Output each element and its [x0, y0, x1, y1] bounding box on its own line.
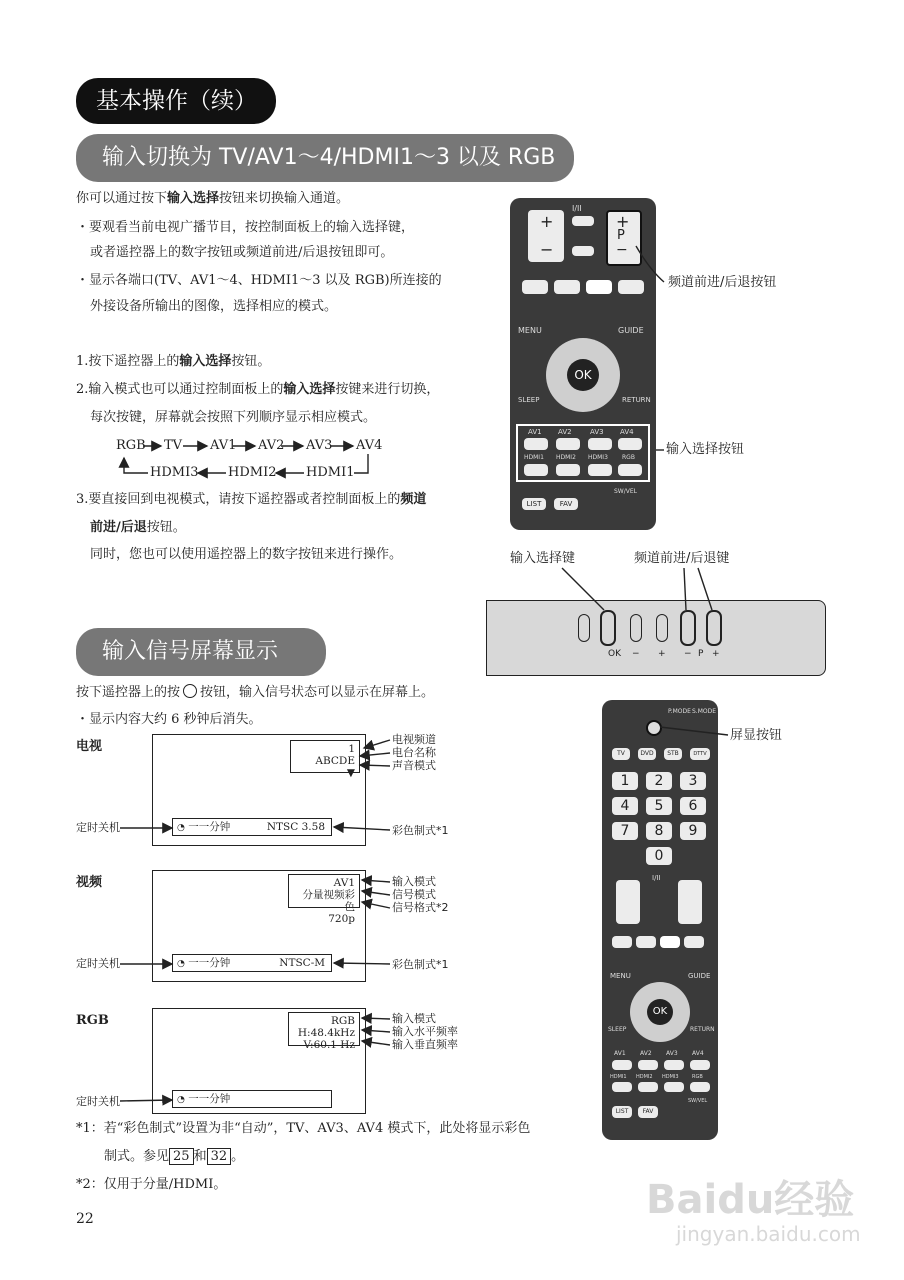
av1-label: AV1 — [528, 428, 542, 436]
bullet-2-line-1: ・显示各端口(TV、AV1～4、HDMI1～3 以及 RGB)所连接的 — [76, 273, 442, 288]
callout-tv-station: 电台名称 — [392, 746, 436, 759]
rgb-label: RGB — [622, 454, 635, 461]
digit-button-8: 8 — [646, 822, 672, 840]
menu-label: MENU — [518, 326, 542, 335]
av4-label-2: AV4 — [692, 1050, 704, 1057]
bullet-1-line-1: ・要观看当前电视广播节目，按控制面板上的输入选择键， — [76, 220, 415, 235]
seq-av3: AV3 — [306, 438, 333, 453]
digit-button-2: 2 — [646, 772, 672, 790]
hdmi2-label-2: HDMI2 — [636, 1074, 653, 1080]
av2-label-2: AV2 — [640, 1050, 652, 1057]
bullet-1-line-2: 或者遥控器上的数字按钮或频道前进/后退按钮即可。 — [90, 245, 394, 260]
step-3-line-2: 前进/后退按钮。 — [90, 520, 186, 535]
panel-label-vol-minus: − — [632, 649, 640, 659]
ipower-label-2: I/II — [652, 874, 661, 882]
bullet-2-line-2: 外接设备所输出的图像，选择相应的模式。 — [90, 299, 338, 314]
hdmi3-label-2: HDMI3 — [662, 1074, 679, 1080]
callout-panel-input-key: 输入选择键 — [510, 551, 576, 566]
ch-minus: − — [616, 242, 628, 258]
callout-display-button: 屏显按钮 — [730, 728, 783, 743]
panel-label-vol-plus: + — [658, 649, 666, 659]
seq-av4: AV4 — [356, 438, 383, 453]
ipower-label: I/II — [572, 204, 582, 213]
av3-label: AV3 — [590, 428, 604, 436]
callout-panel-channel-key: 频道前进/后退键 — [634, 551, 730, 566]
timer-icon: ◔ — [177, 823, 185, 833]
panel-label-p: P — [698, 649, 704, 659]
osd-video-format: 720p — [328, 913, 355, 925]
seq-tv: TV — [164, 438, 183, 453]
step-2-line-2: 每次按键，屏幕就会按照下列顺序显示相应模式。 — [90, 410, 377, 425]
osd-rgb-vfreq: V:60.1 Hz — [303, 1039, 355, 1051]
video-timer-label: 定时关机 — [76, 957, 120, 970]
timer-icon: ◔ — [177, 959, 185, 969]
smode-label: S.MODE — [692, 708, 717, 715]
callout-video-color: 彩色制式*1 — [392, 958, 449, 971]
panel-label-ok: OK — [608, 649, 621, 659]
guide-label: GUIDE — [618, 326, 644, 335]
osd-intro: 按下遥控器上的按 按钮，输入信号状态可以显示在屏幕上。 — [76, 685, 435, 700]
av3-label-2: AV3 — [666, 1050, 678, 1057]
av2-label: AV2 — [558, 428, 572, 436]
menu-label-2: MENU — [610, 972, 631, 980]
step-2: 2.输入模式也可以通过控制面板上的输入选择按键来进行切换， — [76, 382, 440, 397]
source-tv: TV — [612, 748, 630, 760]
panel-label-ch-minus: − — [684, 649, 692, 659]
guide-label-2: GUIDE — [688, 972, 711, 980]
callout-video-format: 信号格式*2 — [392, 901, 449, 914]
digit-button-5: 5 — [646, 797, 672, 815]
ch-p: P — [617, 228, 625, 243]
callout-input-select-button: 输入选择按钮 — [666, 442, 745, 457]
sleep-label-2: SLEEP — [608, 1026, 627, 1033]
osd-tv-station: ABCDE — [315, 755, 355, 767]
source-dvd: DVD — [638, 748, 656, 760]
fav-button-2: FAV — [638, 1106, 658, 1118]
section-title-input-switch: 输入切换为 TV/AV1～4/HDMI1～3 以及 RGB — [76, 134, 574, 182]
av1-label-2: AV1 — [614, 1050, 626, 1057]
step-3-line-3: 同时，您也可以使用遥控器上的数字按钮来进行操作。 — [90, 547, 403, 562]
intro-text: 你可以通过按下输入选择按钮来切换输入通道。 — [76, 191, 350, 206]
swvel-label-2: SW/VEL — [688, 1098, 708, 1104]
note-1-line-2: 制式。参见 25 和 32 。 — [104, 1149, 245, 1164]
note-1: *1：若“彩色制式”设置为非“自动”，TV、AV3、AV4 模式下，此处将显示彩色 — [76, 1121, 531, 1136]
return-label-2: RETURN — [690, 1026, 715, 1033]
callout-rgb-vfreq: 输入垂直频率 — [392, 1038, 458, 1051]
digit-button-1: 1 — [612, 772, 638, 790]
list-button: LIST — [522, 498, 546, 510]
rgb-timer-label: 定时关机 — [76, 1095, 120, 1108]
hdmi1-label: HDMI1 — [524, 454, 544, 461]
source-dttv: DTTV — [690, 748, 710, 760]
page-number: 22 — [76, 1211, 94, 1227]
page-title: 基本操作（续） — [76, 78, 276, 124]
callout-tv-sound: 声音模式 — [392, 759, 436, 772]
panel-label-ch-plus: + — [712, 649, 720, 659]
osd-video-signal: 分量视频彩色 — [302, 889, 355, 913]
step-1: 1.按下遥控器上的输入选择按钮。 — [76, 354, 271, 369]
osd-tv-label: 电视 — [76, 739, 103, 754]
tv-timer-label: 定时关机 — [76, 821, 120, 834]
rgb-label-2: RGB — [692, 1074, 703, 1080]
ok-button-2: OK — [647, 999, 673, 1025]
osd-tv-sound: ▼ — [346, 767, 355, 779]
return-label: RETURN — [622, 396, 651, 404]
callout-channel-button: 频道前进/后退按钮 — [668, 275, 777, 290]
callout-tv-color: 彩色制式*1 — [392, 824, 449, 837]
osd-rgb-label: RGB — [76, 1013, 109, 1028]
ok-button: OK — [567, 359, 599, 391]
ch-plus: + — [616, 212, 630, 231]
osd-video-timer-box: ◔ 一一分钟 NTSC-M — [172, 954, 332, 972]
source-stb: STB — [664, 748, 682, 760]
osd-bullet: ・显示内容大约 6 秒钟后消失。 — [76, 712, 262, 727]
digit-button-7: 7 — [612, 822, 638, 840]
digit-button-4: 4 — [612, 797, 638, 815]
timer-icon: ◔ — [177, 1095, 185, 1105]
page-ref-32: 32 — [207, 1148, 232, 1165]
list-button-2: LIST — [612, 1106, 632, 1118]
watermark-url: jingyan.baidu.com — [676, 1222, 861, 1246]
seq-rgb: RGB — [116, 438, 146, 453]
watermark-logo: Baidu经验 — [646, 1177, 855, 1223]
digit-button-0: 0 — [646, 847, 672, 865]
osd-video-color: NTSC-M — [279, 957, 325, 969]
callout-tv-channel: 电视频道 — [392, 733, 436, 746]
hdmi2-label: HDMI2 — [556, 454, 576, 461]
osd-tv-channel: 1 — [348, 743, 355, 755]
sleep-label: SLEEP — [518, 396, 540, 404]
fav-button: FAV — [554, 498, 578, 510]
osd-rgb-timer-box: ◔ 一一分钟 — [172, 1090, 332, 1108]
section-title-osd: 输入信号屏幕显示 — [76, 628, 326, 676]
swvel-label: SW/VEL — [614, 488, 638, 495]
osd-video-input: AV1 — [333, 877, 355, 889]
osd-tv-timer-box: ◔ 一一分钟 NTSC 3.58 — [172, 818, 332, 836]
callout-video-signal: 信号模式 — [392, 888, 436, 901]
seq-hdmi2: HDMI2 — [228, 465, 277, 480]
page-ref-25: 25 — [169, 1148, 194, 1165]
osd-video-label: 视频 — [76, 875, 103, 890]
pmode-label: P.MODE — [668, 708, 691, 715]
vol-minus: − — [540, 240, 554, 259]
seq-hdmi1: HDMI1 — [306, 465, 355, 480]
seq-hdmi3: HDMI3 — [150, 465, 199, 480]
osd-tv-color: NTSC 3.58 — [266, 821, 325, 833]
hdmi1-label-2: HDMI1 — [610, 1074, 627, 1080]
seq-av2: AV2 — [258, 438, 285, 453]
osd-rgb-input: RGB — [330, 1015, 355, 1027]
step-3: 3.要直接回到电视模式，请按下遥控器或者控制面板上的频道 — [76, 492, 427, 507]
callout-rgb-input: 输入模式 — [392, 1012, 436, 1025]
digit-button-6: 6 — [680, 797, 706, 815]
digit-button-3: 3 — [680, 772, 706, 790]
note-2: *2：仅用于分量/HDMI。 — [76, 1177, 227, 1192]
av4-label: AV4 — [620, 428, 634, 436]
hdmi3-label: HDMI3 — [588, 454, 608, 461]
callout-rgb-hfreq: 输入水平频率 — [392, 1025, 458, 1038]
callout-video-input: 输入模式 — [392, 875, 436, 888]
vol-plus: + — [540, 212, 554, 231]
digit-button-9: 9 — [680, 822, 706, 840]
seq-av1: AV1 — [210, 438, 237, 453]
osd-rgb-hfreq: H:48.4kHz — [297, 1027, 355, 1039]
